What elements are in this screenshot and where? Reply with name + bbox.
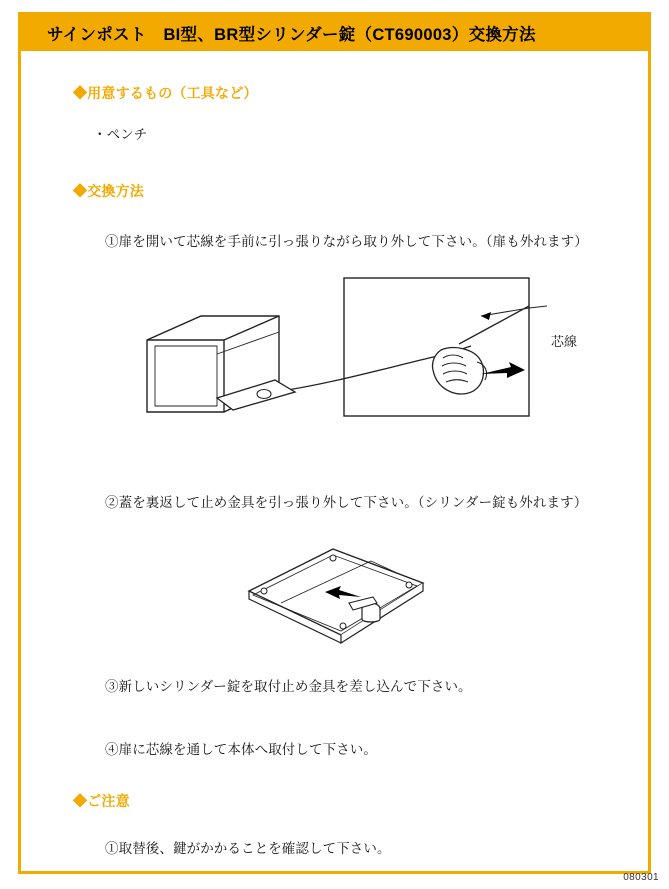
section-heading-replacement: ◆交換方法 bbox=[73, 183, 144, 199]
figure-step-2-drawing bbox=[221, 531, 451, 676]
document-content bbox=[21, 51, 648, 871]
caution-1-text: ①取替後、鍵がかかることを確認して下さい。 bbox=[105, 841, 391, 856]
step-2-text: ②蓋を裏返して止め金具を引っ張り外して下さい。（シリンダー錠も外れます） bbox=[105, 495, 588, 510]
document-page bbox=[18, 12, 651, 874]
figure-callout-core-wire: 芯線 bbox=[551, 334, 578, 349]
step-4-text: ④扉に芯線を通して本体へ取付して下さい。 bbox=[105, 742, 377, 757]
document-code: 080301 bbox=[623, 872, 659, 883]
document-title: サインポスト BI型、BR型シリンダー錠（CT690003）交換方法 bbox=[47, 26, 536, 44]
figure-step-1 bbox=[129, 266, 589, 461]
step-1-text: ①扉を開いて芯線を手前に引っ張りながら取り外して下さい。（扉も外れます） bbox=[105, 234, 588, 249]
document-title-bar bbox=[21, 15, 648, 51]
figure-step-2 bbox=[221, 531, 451, 676]
step-3-text: ③新しいシリンダー錠を取付止め金具を差し込んで下さい。 bbox=[105, 679, 472, 694]
figure-step-1-drawing bbox=[129, 266, 589, 461]
section-heading-caution: ◆ご注意 bbox=[73, 793, 130, 809]
tools-item-pliers: ・ペンチ bbox=[93, 127, 148, 142]
section-heading-tools: ◆用意するもの（工具など） bbox=[73, 85, 258, 101]
